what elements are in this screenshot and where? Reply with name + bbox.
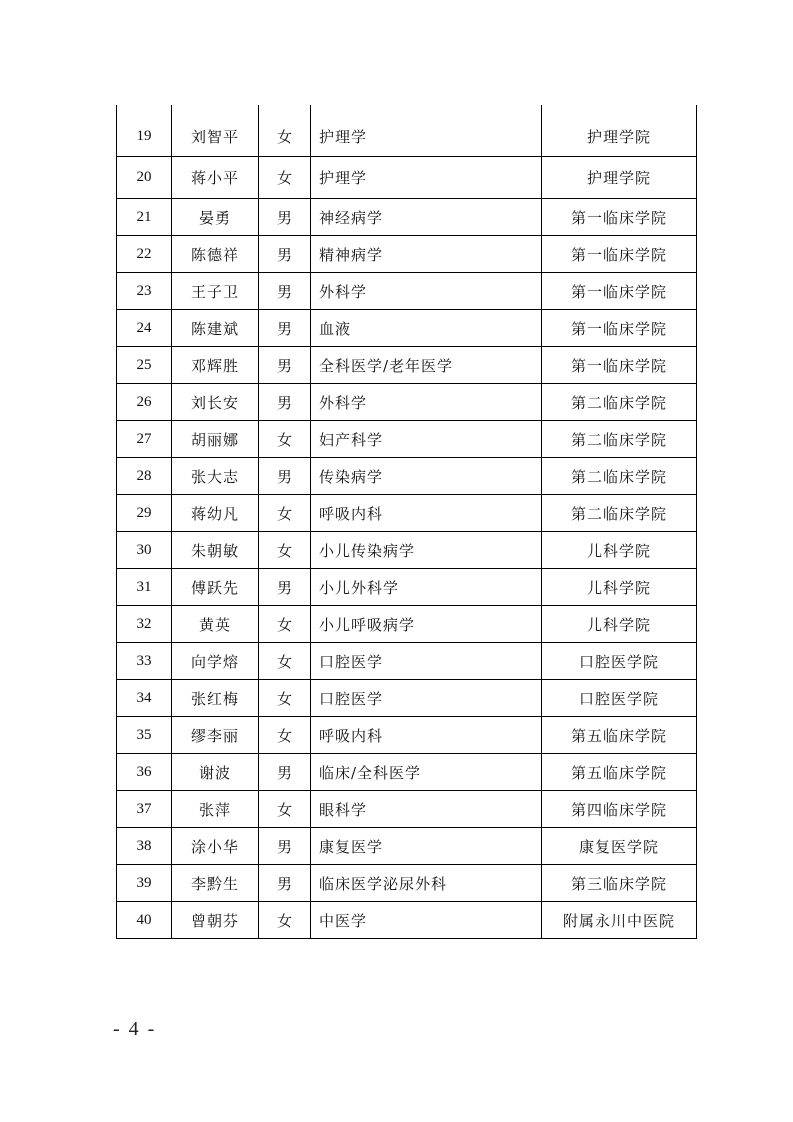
gender-cell: 女 <box>259 680 311 717</box>
table-row <box>117 569 697 606</box>
person-name-cell: 胡丽娜 <box>172 421 259 458</box>
gender-cell: 男 <box>259 273 311 310</box>
table-row <box>117 532 697 569</box>
row-number-cell: 32 <box>117 606 172 643</box>
table-row <box>117 236 697 273</box>
major-cell: 小儿呼吸病学 <box>311 606 542 643</box>
person-name-cell: 蒋小平 <box>172 157 259 199</box>
gender-cell: 女 <box>259 791 311 828</box>
table-row <box>117 902 697 939</box>
person-name-cell: 涂小华 <box>172 828 259 865</box>
person-name-cell: 陈德祥 <box>172 236 259 273</box>
gender-cell: 男 <box>259 199 311 236</box>
major-cell: 护理学 <box>311 105 542 157</box>
college-cell: 第四临床学院 <box>542 791 697 828</box>
row-number-cell: 35 <box>117 717 172 754</box>
row-number-cell: 30 <box>117 532 172 569</box>
row-number-cell: 28 <box>117 458 172 495</box>
row-number-cell: 40 <box>117 902 172 939</box>
table-row <box>117 310 697 347</box>
gender-cell: 男 <box>259 754 311 791</box>
table-row <box>117 157 697 199</box>
college-cell: 康复医学院 <box>542 828 697 865</box>
row-number-cell: 19 <box>117 105 172 157</box>
college-cell: 第一临床学院 <box>542 347 697 384</box>
college-cell: 护理学院 <box>542 105 697 157</box>
person-name-cell: 晏勇 <box>172 199 259 236</box>
row-number-cell: 38 <box>117 828 172 865</box>
page-number: - 4 - <box>113 1018 157 1040</box>
row-number-cell: 20 <box>117 157 172 199</box>
gender-cell: 女 <box>259 105 311 157</box>
gender-cell: 女 <box>259 902 311 939</box>
major-cell: 血液 <box>311 310 542 347</box>
row-number-cell: 25 <box>117 347 172 384</box>
person-name-cell: 向学熔 <box>172 643 259 680</box>
gender-cell: 男 <box>259 384 311 421</box>
major-cell: 眼科学 <box>311 791 542 828</box>
person-name-cell: 邓辉胜 <box>172 347 259 384</box>
gender-cell: 男 <box>259 236 311 273</box>
college-cell: 第一临床学院 <box>542 273 697 310</box>
row-number-cell: 39 <box>117 865 172 902</box>
major-cell: 外科学 <box>311 384 542 421</box>
row-number-cell: 31 <box>117 569 172 606</box>
table-row <box>117 495 697 532</box>
major-cell: 呼吸内科 <box>311 495 542 532</box>
college-cell: 第一临床学院 <box>542 310 697 347</box>
major-cell: 康复医学 <box>311 828 542 865</box>
gender-cell: 男 <box>259 310 311 347</box>
row-number-cell: 36 <box>117 754 172 791</box>
person-name-cell: 谢波 <box>172 754 259 791</box>
major-cell: 全科医学/老年医学 <box>311 347 542 384</box>
college-cell: 第五临床学院 <box>542 754 697 791</box>
row-number-cell: 26 <box>117 384 172 421</box>
gender-cell: 男 <box>259 347 311 384</box>
table-row <box>117 754 697 791</box>
gender-cell: 女 <box>259 495 311 532</box>
row-number-cell: 23 <box>117 273 172 310</box>
person-name-cell: 张大志 <box>172 458 259 495</box>
major-cell: 护理学 <box>311 157 542 199</box>
college-cell: 儿科学院 <box>542 569 697 606</box>
major-cell: 临床/全科医学 <box>311 754 542 791</box>
row-number-cell: 27 <box>117 421 172 458</box>
person-name-cell: 王子卫 <box>172 273 259 310</box>
gender-cell: 男 <box>259 458 311 495</box>
major-cell: 神经病学 <box>311 199 542 236</box>
college-cell: 护理学院 <box>542 157 697 199</box>
person-name-cell: 朱朝敏 <box>172 532 259 569</box>
row-number-cell: 33 <box>117 643 172 680</box>
roster-table-body <box>117 105 697 939</box>
college-cell: 口腔医学院 <box>542 643 697 680</box>
college-cell: 第二临床学院 <box>542 384 697 421</box>
college-cell: 儿科学院 <box>542 532 697 569</box>
table-row <box>117 680 697 717</box>
person-name-cell: 黄英 <box>172 606 259 643</box>
table-row <box>117 717 697 754</box>
row-number-cell: 24 <box>117 310 172 347</box>
college-cell: 口腔医学院 <box>542 680 697 717</box>
table-row <box>117 643 697 680</box>
person-name-cell: 李黔生 <box>172 865 259 902</box>
row-number-cell: 34 <box>117 680 172 717</box>
person-name-cell: 缪李丽 <box>172 717 259 754</box>
college-cell: 第二临床学院 <box>542 421 697 458</box>
table-row <box>117 791 697 828</box>
row-number-cell: 21 <box>117 199 172 236</box>
person-name-cell: 傅跃先 <box>172 569 259 606</box>
major-cell: 呼吸内科 <box>311 717 542 754</box>
gender-cell: 女 <box>259 157 311 199</box>
person-name-cell: 刘智平 <box>172 105 259 157</box>
roster-table <box>116 105 697 939</box>
row-number-cell: 29 <box>117 495 172 532</box>
table-row <box>117 421 697 458</box>
major-cell: 妇产科学 <box>311 421 542 458</box>
major-cell: 临床医学泌尿外科 <box>311 865 542 902</box>
gender-cell: 女 <box>259 421 311 458</box>
table-row <box>117 273 697 310</box>
major-cell: 传染病学 <box>311 458 542 495</box>
gender-cell: 男 <box>259 828 311 865</box>
table-row <box>117 347 697 384</box>
major-cell: 外科学 <box>311 273 542 310</box>
person-name-cell: 曾朝芬 <box>172 902 259 939</box>
table-row <box>117 105 697 157</box>
major-cell: 中医学 <box>311 902 542 939</box>
table-row <box>117 828 697 865</box>
major-cell: 口腔医学 <box>311 680 542 717</box>
table-row <box>117 199 697 236</box>
row-number-cell: 22 <box>117 236 172 273</box>
gender-cell: 男 <box>259 865 311 902</box>
college-cell: 第二临床学院 <box>542 458 697 495</box>
college-cell: 第二临床学院 <box>542 495 697 532</box>
gender-cell: 女 <box>259 717 311 754</box>
college-cell: 第五临床学院 <box>542 717 697 754</box>
person-name-cell: 蒋幼凡 <box>172 495 259 532</box>
major-cell: 口腔医学 <box>311 643 542 680</box>
major-cell: 精神病学 <box>311 236 542 273</box>
gender-cell: 男 <box>259 569 311 606</box>
college-cell: 第一临床学院 <box>542 199 697 236</box>
person-name-cell: 陈建斌 <box>172 310 259 347</box>
person-name-cell: 张萍 <box>172 791 259 828</box>
college-cell: 第一临床学院 <box>542 236 697 273</box>
person-name-cell: 刘长安 <box>172 384 259 421</box>
table-row <box>117 865 697 902</box>
college-cell: 附属永川中医院 <box>542 902 697 939</box>
person-name-cell: 张红梅 <box>172 680 259 717</box>
table-row <box>117 458 697 495</box>
table-row <box>117 606 697 643</box>
gender-cell: 女 <box>259 606 311 643</box>
gender-cell: 女 <box>259 532 311 569</box>
row-number-cell: 37 <box>117 791 172 828</box>
gender-cell: 女 <box>259 643 311 680</box>
major-cell: 小儿外科学 <box>311 569 542 606</box>
college-cell: 儿科学院 <box>542 606 697 643</box>
college-cell: 第三临床学院 <box>542 865 697 902</box>
major-cell: 小儿传染病学 <box>311 532 542 569</box>
table-row <box>117 384 697 421</box>
